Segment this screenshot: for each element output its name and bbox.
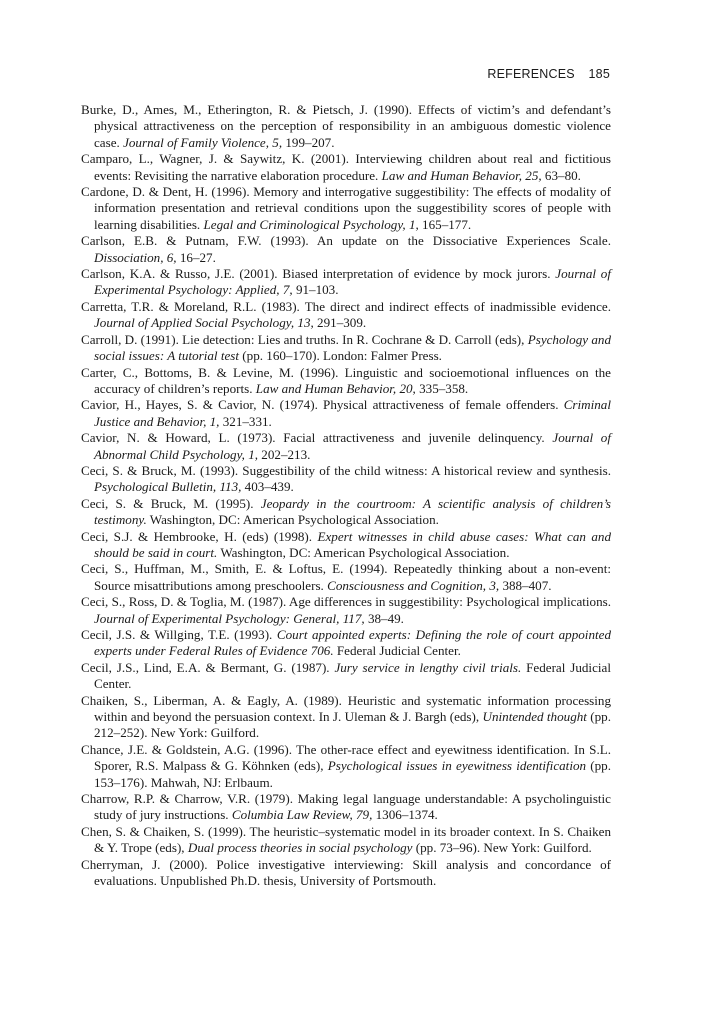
reference-text: Carter, C., Bottoms, B. & Levine, M. (1996). Linguistic and socioemotional influences on the accuracy of children’s reports. (81, 364, 611, 396)
reference-entry (81, 824, 611, 857)
reference-source: Unintended thought (482, 709, 587, 725)
reference-text: 335–358. (415, 380, 469, 396)
reference-source: Journal of Experimental Psychology: General, 117, (94, 610, 365, 626)
reference-source: Dissociation, 6, (94, 249, 177, 265)
reference-source: Columbia Law Review, 79, (231, 807, 373, 823)
reference-source: Psychology and social issues: A tutorial test (94, 331, 611, 364)
reference-text: Cavior, H., Hayes, S. & Cavior, N. (1974). Physical attractiveness of female offenders. (81, 397, 564, 413)
reference-source: Psychological Bulletin, 113, (94, 479, 242, 495)
reference-text: Federal Judicial Center. (333, 643, 461, 659)
reference-entry (81, 742, 611, 791)
reference-source: Journal of Applied Social Psychology, 13, (94, 315, 314, 331)
reference-text: Washington, DC: American Psychological Association. (146, 512, 439, 528)
reference-entry (81, 693, 611, 742)
reference-entry (81, 660, 611, 693)
reference-source: Psychological issues in eyewitness identification (327, 758, 587, 774)
reference-source: Law and Human Behavior, 20, (255, 380, 416, 396)
reference-text: 199–207. (282, 134, 335, 150)
reference-source: Legal and Criminological Psychology, 1, (203, 216, 419, 232)
page-number: 185 (588, 67, 610, 81)
reference-text: Chaiken, S., Liberman, A. & Eagly, A. (1989). Heuristic and systematic information processing within and beyond the persuasion context. In J. Uleman & J. Bargh (eds), (81, 692, 611, 725)
reference-entry (81, 299, 611, 332)
reference-text: (pp. 160–170). London: Falmer Press. (239, 348, 442, 364)
reference-text: Washington, DC: American Psychological Association. (217, 544, 510, 560)
reference-entry (81, 266, 611, 299)
reference-text: 16–27. (176, 249, 216, 265)
reference-text: (pp. 73–96). New York: Guilford. (412, 840, 592, 856)
reference-text: 388–407. (499, 577, 552, 593)
reference-text: Cherryman, J. (2000). Police investigative interviewing: Skill analysis and concordance of evaluations. Unpublished Ph.D. thesis, University of Portsmouth. (81, 856, 611, 889)
reference-entry (81, 151, 611, 184)
reference-text: Carroll, D. (1991). Lie detection: Lies and truths. In R. Cochrane & D. Carroll (eds), (81, 331, 528, 347)
reference-text: Ceci, S. & Bruck, M. (1993). Suggestibility of the child witness: A historical review and synthesis. (81, 462, 611, 478)
reference-list (81, 102, 611, 890)
reference-entry (81, 857, 611, 890)
reference-source: Expert witnesses in child abuse cases: What can and should be said in court. (94, 528, 611, 560)
reference-text: Chance, J.E. & Goldstein, A.G. (1996). The other-race effect and eyewitness identification. In S.L. Sporer, R.S. Malpass & G. Köhnken (eds), (81, 741, 611, 774)
reference-text: Cecil, J.S. & Willging, T.E. (1993). (81, 627, 277, 642)
reference-text: (pp. 153–176). Mahwah, NJ: Erlbaum. (94, 758, 612, 790)
reference-text: 403–439. (241, 479, 294, 495)
reference-source: Journal of Family Violence, 5, (123, 134, 283, 150)
reference-source: Court appointed experts: Defining the role of court appointed experts under Federal Rules of Evidence 706. (94, 627, 611, 659)
reference-text: Carlson, E.B. & Putnam, F.W. (1993). An update on the Dissociative Experiences Scale. (81, 233, 611, 249)
reference-text: Cavior, N. & Howard, L. (1973). Facial attractiveness and juvenile delinquency. (81, 430, 553, 446)
running-head (487, 67, 610, 81)
reference-entry (81, 463, 611, 496)
reference-source: Jury service in lengthy civil trials. (334, 659, 522, 675)
reference-text: 291–309. (313, 315, 367, 331)
reference-text: Chen, S. & Chaiken, S. (1999). The heuristic–systematic model in its broader context. In S. Chaiken & Y. Trope (eds), (81, 823, 611, 856)
reference-text: Burke, D., Ames, M., Etherington, R. & Pietsch, J. (1990). Effects of victim’s and defendant’s physical attractiveness on the perception of responsibility in an ambiguous domestic violence case. (81, 102, 611, 150)
reference-entry (81, 791, 611, 824)
reference-entry (81, 529, 611, 562)
reference-entry (81, 430, 611, 463)
running-head-title: REFERENCES (487, 67, 575, 81)
reference-source: Dual process theories in social psychology (187, 840, 413, 856)
reference-text: (pp. 212–252). New York: Guilford. (94, 709, 611, 741)
reference-entry (81, 397, 611, 430)
reference-text: Cardone, D. & Dent, H. (1996). Memory and interrogative suggestibility: The effects of modality of information presentation and retrieval conditions upon the suggestibility scores of people with learning disabilities. (81, 184, 611, 232)
reference-text: Carretta, T.R. & Moreland, R.L. (1983). The direct and indirect effects of inadmissible evidence. (81, 298, 611, 314)
reference-text: 63–80. (541, 167, 581, 183)
reference-source: Consciousness and Cognition, 3, (327, 577, 500, 593)
reference-text: 165–177. (418, 216, 472, 232)
reference-text: 91–103. (292, 282, 339, 298)
reference-entry (81, 365, 611, 398)
reference-text: Federal Judicial Center. (94, 659, 611, 692)
reference-entry (81, 496, 611, 529)
reference-text: Carlson, K.A. & Russo, J.E. (2001). Biased interpretation of evidence by mock jurors. (81, 266, 556, 282)
reference-source: Journal of Abnormal Child Psychology, 1, (94, 430, 611, 462)
reference-entry (81, 561, 611, 594)
reference-entry (81, 102, 611, 151)
reference-text: Ceci, S., Huffman, M., Smith, E. & Loftus, E. (1994). Repeatedly thinking about a non-event: Source misattributions among preschoolers. (81, 561, 611, 593)
reference-source: Law and Human Behavior, 25, (381, 167, 542, 183)
reference-text: Camparo, L., Wagner, J. & Saywitz, K. (2001). Interviewing children about real and fictitious events: Revisiting the narrative elaboration procedure. (81, 151, 611, 183)
reference-entry (81, 627, 611, 660)
reference-text: 38–49. (364, 610, 404, 626)
reference-source: Criminal Justice and Behavior, 1, (94, 397, 611, 429)
reference-text: Ceci, S. & Bruck, M. (1995). (81, 495, 261, 511)
reference-entry (81, 233, 611, 266)
reference-text: 1306–1374. (372, 807, 438, 823)
reference-entry (81, 332, 611, 365)
reference-entry (81, 594, 611, 627)
reference-entry (81, 184, 611, 233)
reference-source: Journal of Experimental Psychology: Applied, 7, (94, 266, 611, 298)
reference-text: 321–331. (219, 413, 272, 429)
reference-text: Ceci, S.J. & Hembrooke, H. (eds) (1998). (81, 528, 318, 544)
reference-text: Ceci, S., Ross, D. & Toglia, M. (1987). Age differences in suggestibility: Psychological implications. (81, 594, 611, 610)
reference-text: 202–213. (258, 446, 311, 462)
reference-text: Cecil, J.S., Lind, E.A. & Bermant, G. (1987). (81, 659, 335, 675)
reference-text: Charrow, R.P. & Charrow, V.R. (1979). Making legal language understandable: A psycholinguistic study of jury instructions. (81, 791, 611, 823)
reference-source: Jeopardy in the courtroom: A scientific analysis of children’s testimony. (94, 495, 611, 528)
